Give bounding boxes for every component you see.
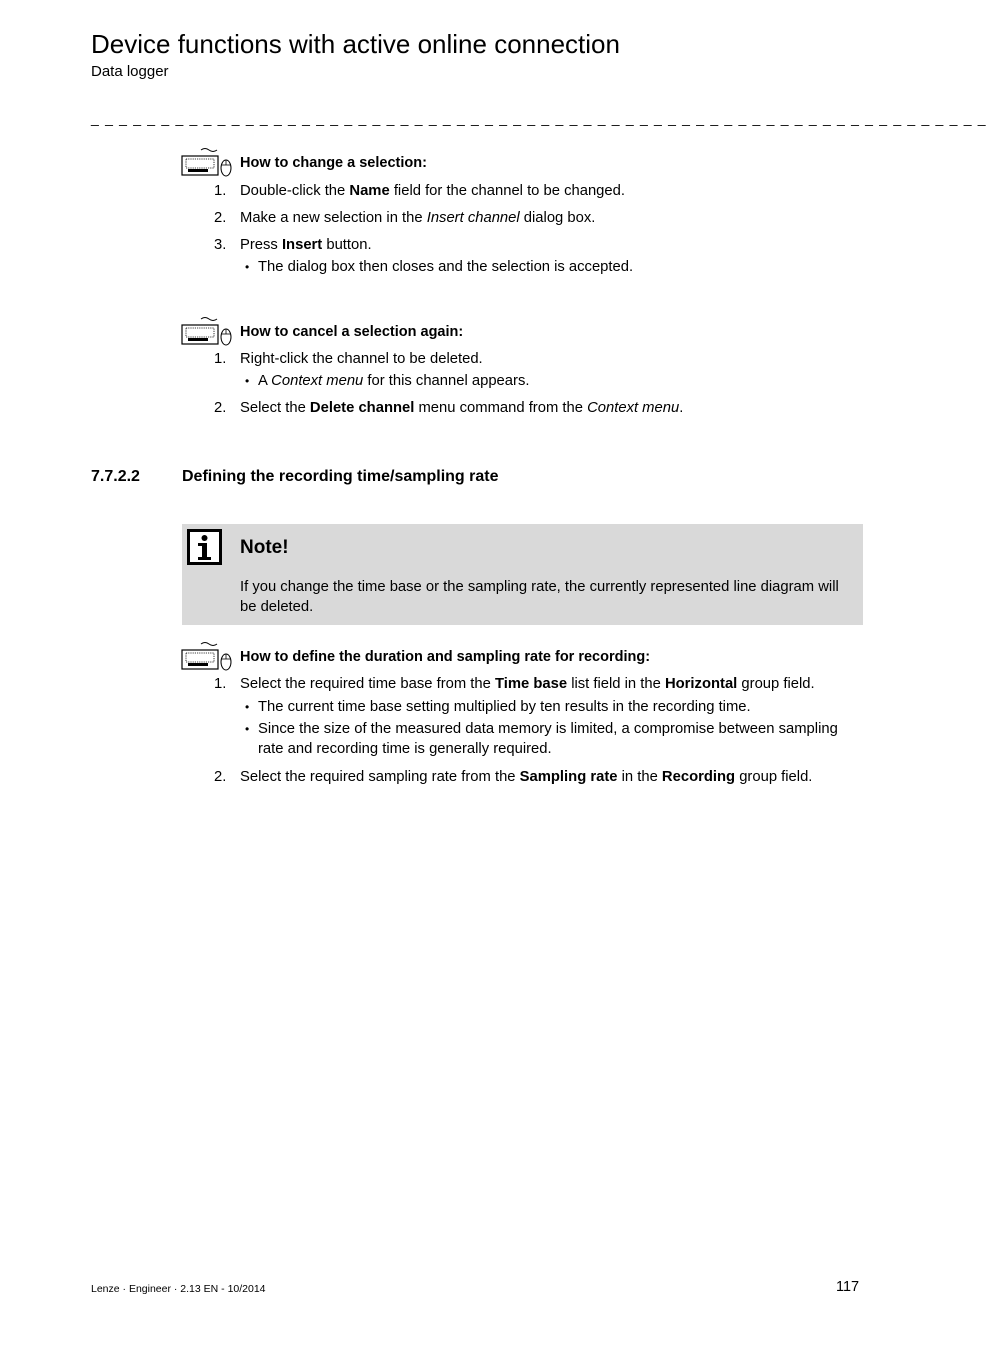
note-text: If you change the time base or the sampling rate, the currently represented line diagram will be deleted. xyxy=(240,579,839,615)
procedure-heading: How to cancel a selection again: xyxy=(240,324,464,340)
bullet-text: A Context menu for this channel appears. xyxy=(258,373,530,389)
procedure-heading: How to change a selection: xyxy=(240,155,427,171)
list-item xyxy=(214,208,862,228)
list-item xyxy=(214,697,862,717)
section-title: Defining the recording time/sampling rate xyxy=(182,468,499,485)
list-item xyxy=(214,371,862,391)
procedure-cancel-selection xyxy=(181,317,861,347)
bullet-mark: • xyxy=(245,374,250,388)
step-list xyxy=(214,674,862,787)
bullet-mark: • xyxy=(245,700,250,714)
bullet-text: The current time base setting multiplied by ten results in the recording time. xyxy=(258,699,751,715)
keyboard-mouse-icon xyxy=(181,148,233,178)
list-item xyxy=(214,674,862,694)
section-number: 7.7.2.2 xyxy=(91,468,140,485)
list-item xyxy=(214,235,862,255)
list-item xyxy=(214,349,862,369)
note-title: Note! xyxy=(240,537,289,558)
list-item xyxy=(214,257,862,277)
procedure-change-selection xyxy=(181,148,861,178)
step-number: 1. xyxy=(214,676,227,692)
step-number: 2. xyxy=(214,769,227,785)
step-text: Select the required sampling rate from the Sampling rate in the Recording group field. xyxy=(240,769,813,785)
step-text: Select the Delete channel menu command from the Context menu. xyxy=(240,400,684,416)
step-text: Make a new selection in the Insert channel dialog box. xyxy=(240,210,596,226)
footer-info: Lenze · Engineer · 2.13 EN - 10/2014 xyxy=(91,1283,266,1295)
info-icon xyxy=(187,529,222,565)
step-number: 3. xyxy=(214,237,227,253)
step-text: Double-click the Name field for the channel to be changed. xyxy=(240,183,625,199)
bullet-text: The dialog box then closes and the selection is accepted. xyxy=(258,259,634,275)
keyboard-mouse-icon xyxy=(181,317,233,347)
bullet-mark: • xyxy=(245,722,250,736)
step-number: 1. xyxy=(214,351,227,367)
step-text: Press Insert button. xyxy=(240,237,372,253)
bullet-mark: • xyxy=(245,260,250,274)
step-list xyxy=(214,349,862,418)
list-item xyxy=(214,767,862,787)
list-item xyxy=(214,181,862,201)
list-item xyxy=(214,398,862,418)
procedure-define-recording xyxy=(181,642,861,672)
section-heading xyxy=(91,466,499,488)
step-list xyxy=(214,181,862,277)
bullet-text: Since the size of the measured data memory is limited, a compromise between sampling rate and recording time is generally required. xyxy=(258,721,838,757)
step-number: 2. xyxy=(214,400,227,416)
step-number: 2. xyxy=(214,210,227,226)
step-number: 1. xyxy=(214,183,227,199)
page-subtitle: Data logger xyxy=(91,63,169,80)
procedure-heading: How to define the duration and sampling rate for recording: xyxy=(240,649,651,665)
step-text: Right-click the channel to be deleted. xyxy=(240,351,483,367)
page-title: Device functions with active online connection xyxy=(91,29,620,59)
page-number: 117 xyxy=(836,1279,860,1295)
step-text: Select the required time base from the Time base list field in the Horizontal group field. xyxy=(240,676,815,692)
list-item xyxy=(214,719,862,759)
note-box xyxy=(182,524,863,625)
keyboard-mouse-icon xyxy=(181,642,233,672)
header-separator: _ _ _ _ _ _ _ _ _ _ _ _ _ _ _ _ _ _ _ _ _ _ _ _ _ _ _ _ _ _ _ _ _ _ _ _ _ _ _ _ _ _ _ _ _ _ _ _ _ _ _ _ _ _ _ _ _ _ _ _ _ _ _ _ xyxy=(91,110,987,126)
